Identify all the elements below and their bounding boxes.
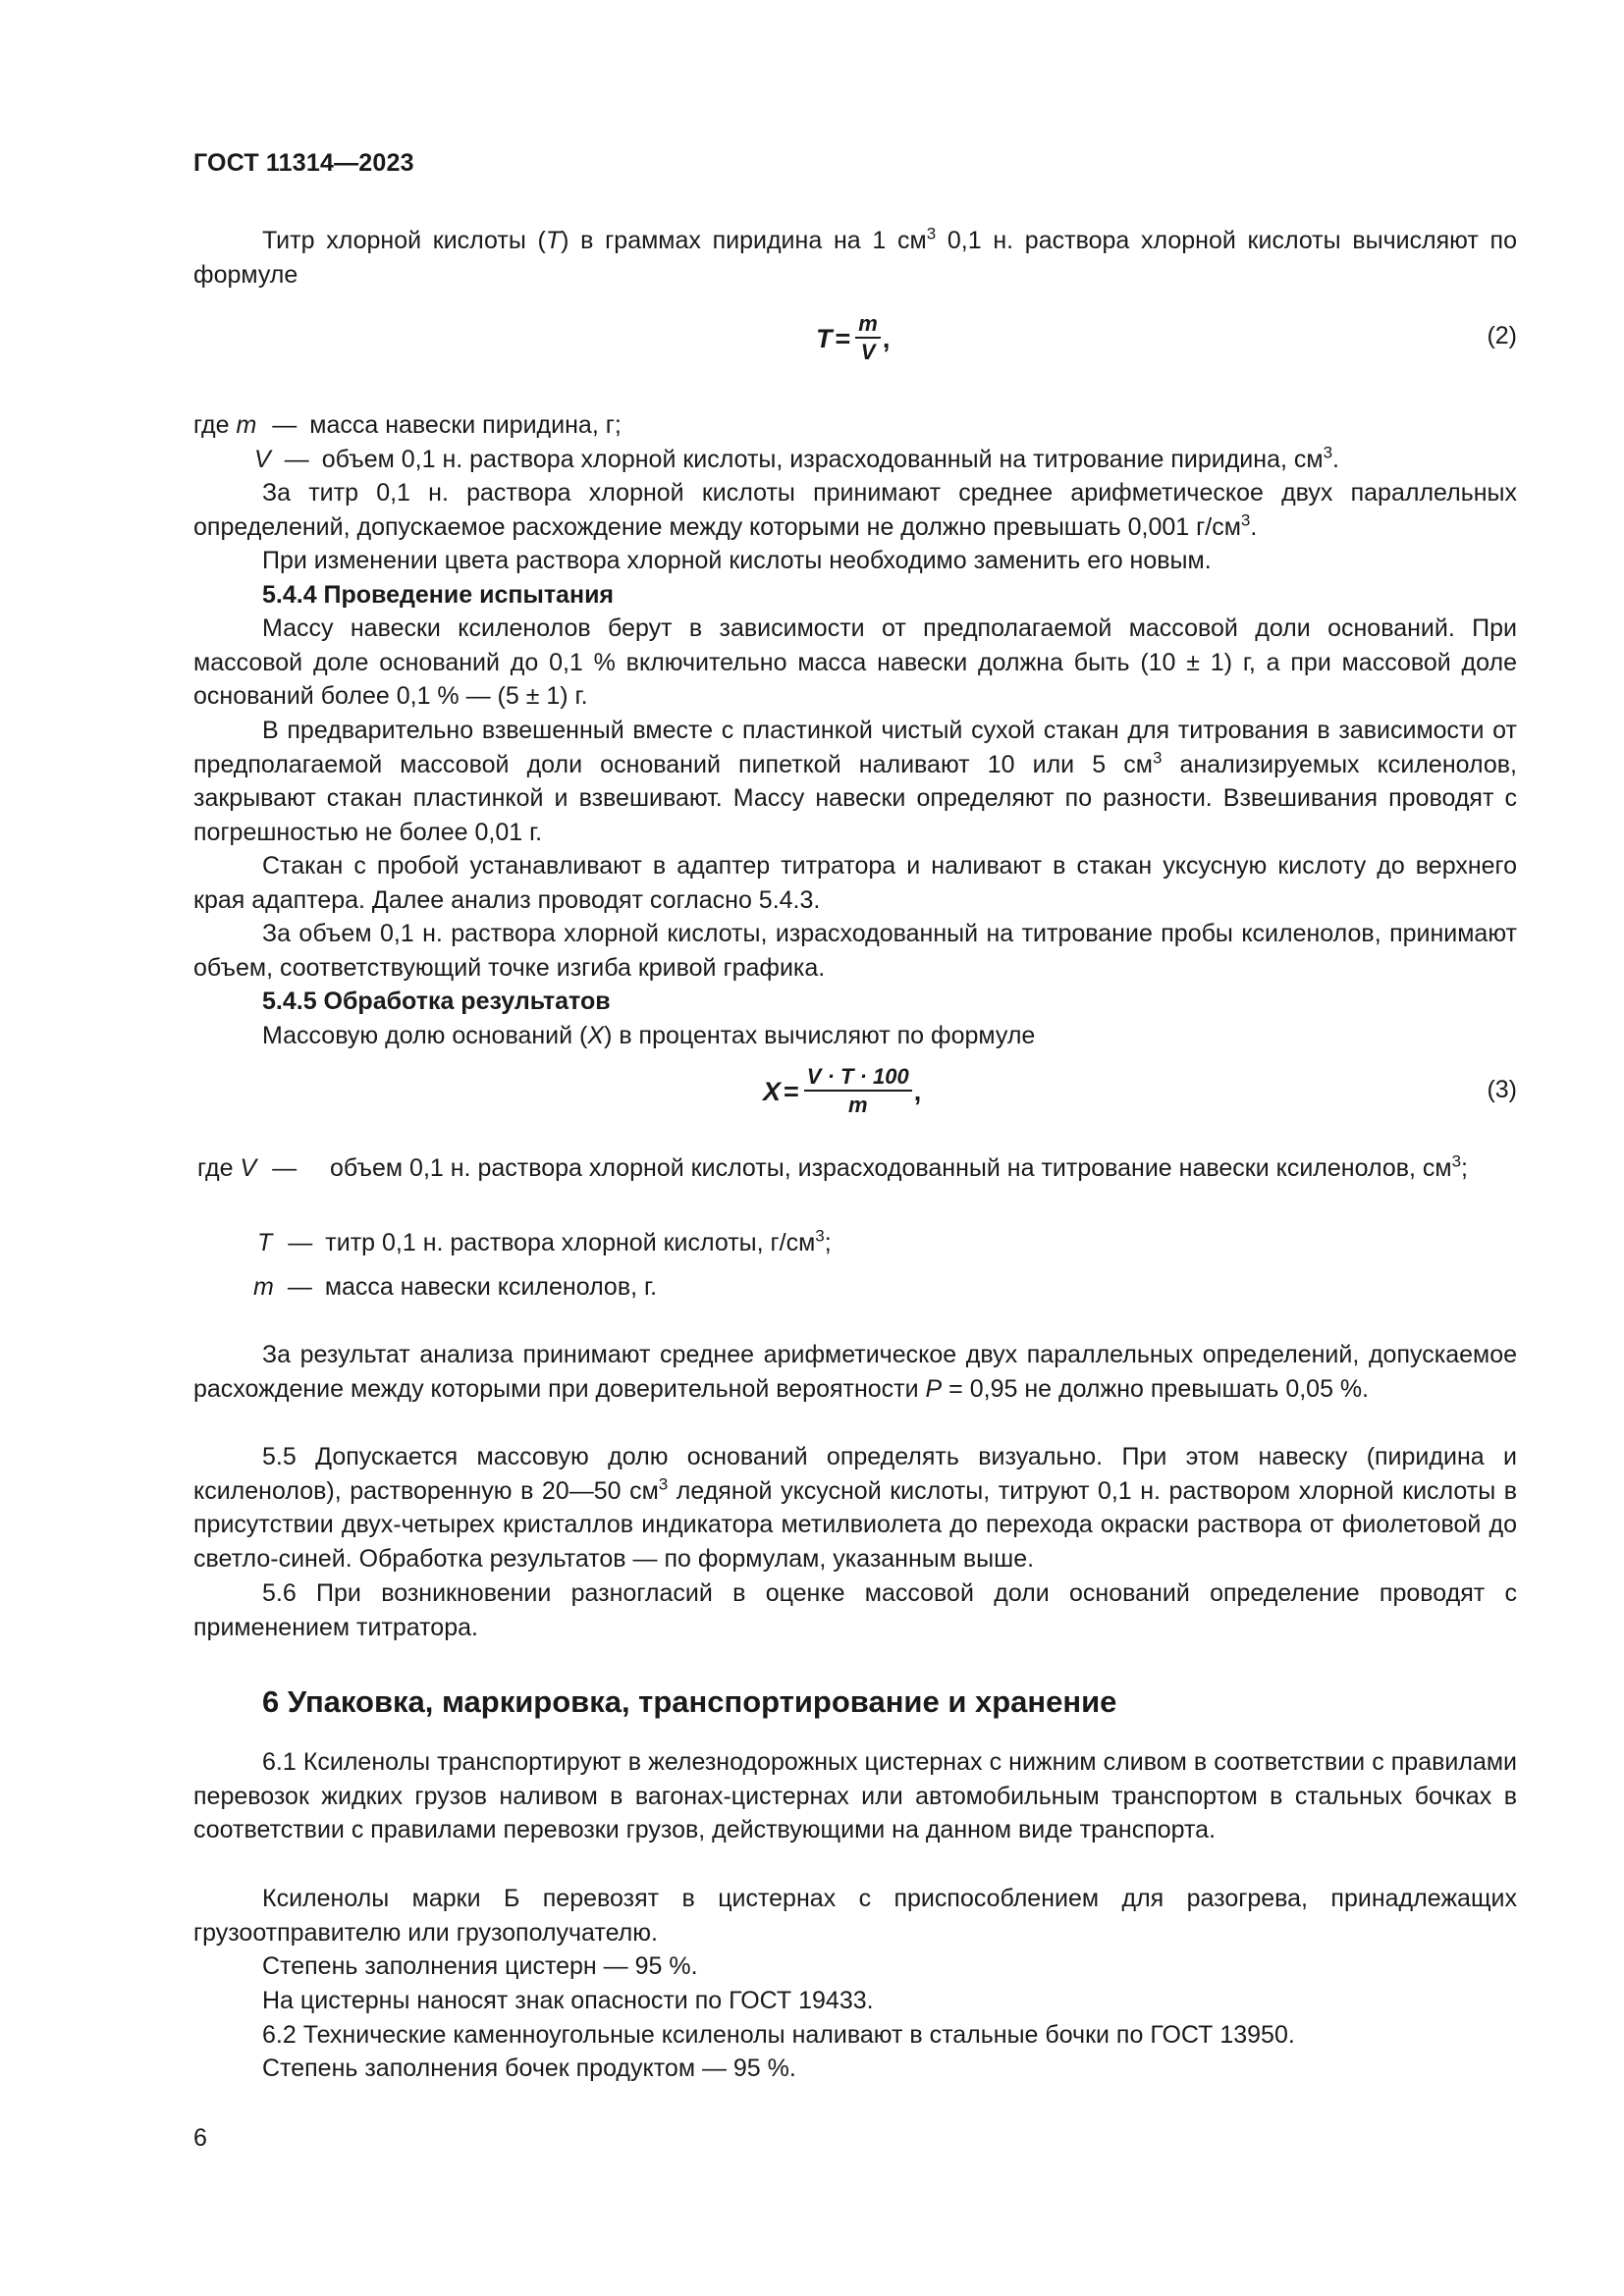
where-item-m-3: m — масса навески ксиленолов, г. [253, 1273, 658, 1301]
equation-number-3: (3) [1487, 1076, 1517, 1103]
paragraph-5-6: 5.6 При возникновении разногласий в оценке массовой доли оснований определение проводят с применением титратора. [193, 1579, 1517, 1641]
where-item-m: где m — масса навески пиридина, г; [193, 411, 622, 439]
equation-number-2: (2) [1487, 322, 1517, 349]
where-label-3: где V — [197, 1154, 298, 1182]
paragraph-6-1-2: Ксиленолы марки Б перевозят в цистернах с приспособлением для разогрева, принадлежащих грузоотправителю или грузополучателю. [193, 1885, 1517, 1947]
paragraph-6-2-2: Степень заполнения бочек продуктом — 95 %. [262, 2055, 796, 2082]
document-header: ГОСТ 11314—2023 [193, 149, 414, 177]
heading-section-6: 6 Упаковка, маркировка, транспортирование и хранение [262, 1684, 1117, 1719]
heading-5-4-5: 5.4.5 Обработка результатов [262, 988, 611, 1015]
paragraph-5-4-4-4: За объем 0,1 н. раствора хлорной кислоты, израсходованный на титрование пробы ксиленолов, принимают объем, соответствующий точке изгиба кривой графика. [193, 920, 1517, 982]
formula-3-fraction: $\frac{V \cdot T \cdot 100}{m}$ [804, 1065, 912, 1118]
paragraph-5-4-4-1: Массу навески ксиленолов берут в зависимости от предполагаемой массовой доли оснований. При массовой доле оснований до 0,1 % включительно масса навески должна быть (10 ± 1) г, а при массовой доле оснований более 0,1 % — (5 ± 1) г. [193, 614, 1517, 711]
paragraph-6-1-4: На цистерны наносят знак опасности по ГОСТ 19433. [262, 1987, 874, 2014]
paragraph-5-4-5: Массовую долю оснований (X) в процентах вычисляют по формуле [262, 1022, 1036, 1049]
document-page [193, 0, 1517, 2296]
paragraph-5-4-4-2: В предварительно взвешенный вместе с пластинкой чистый сухой стакан для титрования в зависимости от предполагаемой массовой доли оснований пипеткой наливают 10 или 5 $см^3$ анализируемых ксиленолов, закрывают стакан пластинкой и взвешивают. Массу навески определяют по разности. Взвешивания проводят с погрешностью не более 0,01 г. [193, 717, 1517, 846]
paragraph-6-2: 6.2 Технические каменноугольные ксиленолы наливают в стальные бочки по ГОСТ 13950. [262, 2021, 1295, 2049]
formula-3: X = $\frac{V \cdot T \cdot 100}{m}$ , [763, 1064, 922, 1117]
paragraph-6-1-3: Степень заполнения цистерн — 95 %. [262, 1952, 698, 1980]
page-number: 6 [193, 2124, 207, 2152]
paragraph-titr-definition: Титр хлорной кислоты (T) в граммах пиридина на 1 $см^3$ 0,1 н. раствора хлорной кислоты вычисляют по формуле [193, 224, 1517, 289]
paragraph-5-5: 5.5 Допускается массовую долю оснований определять визуально. При этом навеску (пиридина и ксиленолов), растворенную в 20—50 $см^3$ ледяной уксусной кислоты, титруют 0,1 н. раствором хлорной кислоты в присутствии двух-четырех кристаллов индикатора метилвиолета до перехода окраски раствора от фиолетовой до светло-синей. Обработка результатов — по формулам, указанным выше. [193, 1443, 1518, 1573]
paragraph-color-change: При изменении цвета раствора хлорной кислоты необходимо заменить его новым. [262, 547, 1212, 574]
formula-2-fraction: $\frac{m}{V}$ [855, 312, 881, 365]
paragraph-5-4-4-3: Стакан с пробой устанавливают в адаптер титратора и наливают в стакан уксусную кислоту до верхнего края адаптера. Далее анализ проводят согласно 5.4.3. [193, 852, 1517, 914]
where-item-V: V — объем 0,1 н. раствора хлорной кислоты, израсходованный на титрование пиридина, $см^3$. [254, 443, 1339, 473]
paragraph-result: За результат анализа принимают среднее арифметическое двух параллельных определений, допускаемое расхождение между которыми при доверительной вероятности P = 0,95 не должно превышать 0,05 %. [193, 1341, 1517, 1403]
paragraph-titr-average: За титр 0,1 н. раствора хлорной кислоты принимают среднее арифметическое двух параллельных определений, допускаемое расхождение между которыми не должно превышать 0,001 $г/см^3$. [193, 479, 1517, 541]
formula-2: T = $\frac{m}{V}$ , [816, 311, 891, 364]
paragraph-6-1: 6.1 Ксиленолы транспортируют в железнодорожных цистернах с нижним сливом в соответствии с правилами перевозок жидких грузов наливом в вагонах-цистернах или автомобильным транспортом в стальных бочках в соответствии с правилами перевозки грузов, действующими на данном виде транспорта. [193, 1748, 1517, 1844]
heading-5-4-4: 5.4.4 Проведение испытания [262, 581, 615, 609]
where-item-T-3: T — титр 0,1 н. раствора хлорной кислоты, $г/см^3$; [257, 1226, 832, 1256]
where-item-V-3: объем 0,1 н. раствора хлорной кислоты, израсходованный на титрование навески ксиленолов, $см^3$; [330, 1151, 1468, 1182]
